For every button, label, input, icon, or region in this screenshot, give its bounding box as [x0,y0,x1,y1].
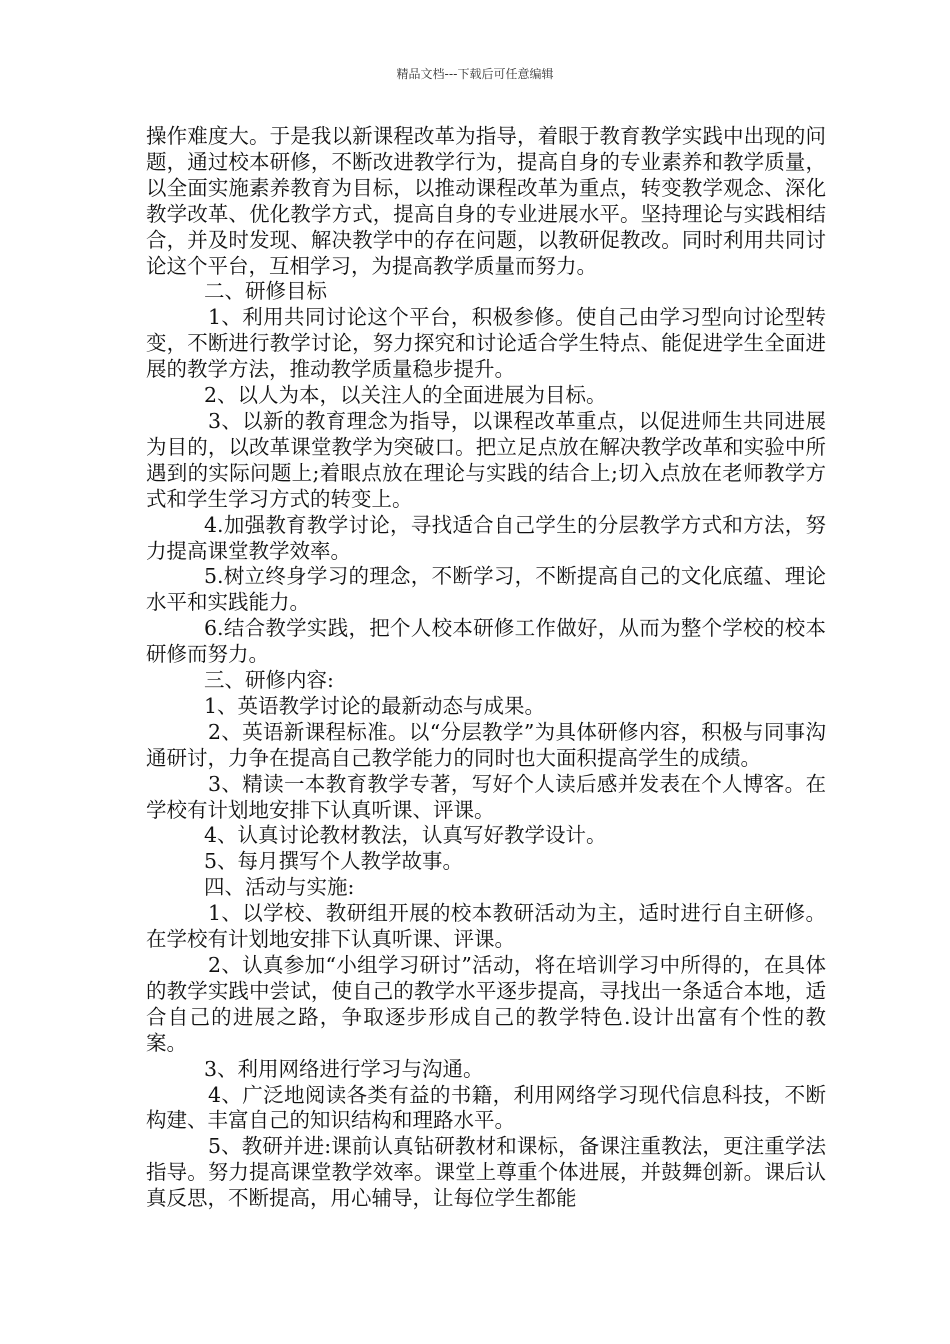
paragraph-content-5: 5、每月撰写个人教学故事。 [204,849,464,874]
paragraph-goal-3: 3、以新的教育理念为指导，以课程改革重点，以促进师生共同进展为目的，以改革课堂教学为突破口。把立足点放在解决教学改革和实验中所遇到的实际问题上;着眼点放在理论与实践的结合上;切入点放在老师教学方式和学生学习方式的转变上。 [146,408,826,511]
paragraph-goal-1: 1、利用共同讨论这个平台，积极参修。使自己由学习型向讨论型转变，不断进行教学讨论，努力探究和讨论适合学生特点、能促进学生全面进展的教学方法，推动教学质量稳步提升。 [146,305,826,382]
paragraph-goal-6: 6.结合教学实践，把个人校本研修工作做好，从而为整个学校的校本研修而努力。 [146,616,826,667]
paragraph-content-1: 1、英语教学讨论的最新动态与成果。 [204,693,546,718]
paragraph-activity-4: 4、广泛地阅读各类有益的书籍，利用网络学习现代信息科技，不断构建、丰富自己的知识结构和理路水平。 [146,1082,826,1133]
paragraph-content-3: 3、精读一本教育教学专著，写好个人读后感并发表在个人博客。在学校有计划地安排下认真听课、评课。 [146,771,826,822]
paragraph-activity-1: 1、以学校、教研组开展的校本教研活动为主，适时进行自主研修。在学校有计划地安排下认真听课、评课。 [146,901,826,952]
paragraph-activity-2: 2、认真参加“小组学习研讨”活动，将在培训学习中所得的，在具体的教学实践中尝试，使自己的教学水平逐步提高，寻找出一条适合本地，适合自己的进展之路，争取逐步形成自己的教学特色.设计出富有个性的教案。 [146,953,826,1055]
section-heading-goals: 二、研修目标 [204,279,327,304]
paragraph-goal-4: 4.加强教育教学讨论，寻找适合自己学生的分层教学方式和方法，努力提高课堂教学效率。 [146,512,826,563]
page-header: 精品文档---下载后可任意编辑 [396,67,554,81]
paragraph-content-4: 4、认真讨论教材教法，认真写好教学设计。 [204,823,607,848]
section-heading-activities: 四、活动与实施: [204,875,355,900]
paragraph-activity-5: 5、教研并进:课前认真钻研教材和课标，备课注重教法，更注重学法指导。努力提高课堂教学效率。课堂上尊重个体进展，并鼓舞创新。课后认真反思，不断提高，用心辅导，让每位学生都能 [146,1134,826,1211]
section-heading-content: 三、研修内容: [204,668,334,693]
paragraph-content-2: 2、英语新课程标准。以“分层教学”为具体研修内容，积极与同事沟通研讨，力争在提高自己教学能力的同时也大面积提高学生的成绩。 [146,719,826,770]
paragraph-goal-5: 5.树立终身学习的理念，不断学习，不断提高自己的文化底蕴、理论水平和实践能力。 [146,564,826,615]
paragraph-goal-2: 2、以人为本，以关注人的全面进展为目标。 [204,383,607,408]
paragraph-intro: 操作难度大。于是我以新课程改革为指导，着眼于教育教学实践中出现的问题，通过校本研修，不断改进教学行为，提高自身的专业素养和教学质量，以全面实施素养教育为目标，以推动课程改革为重点，转变教学观念、深化教学改革、优化教学方式，提高自身的专业进展水平。坚持理论与实践相结合，并及时发现、解决教学中的存在问题，以教研促教改。同时利用共同讨论这个平台，互相学习，为提高教学质量而努力。 [146,124,826,278]
document-body [146,124,826,1212]
paragraph-activity-3: 3、利用网络进行学习与沟通。 [204,1056,484,1081]
